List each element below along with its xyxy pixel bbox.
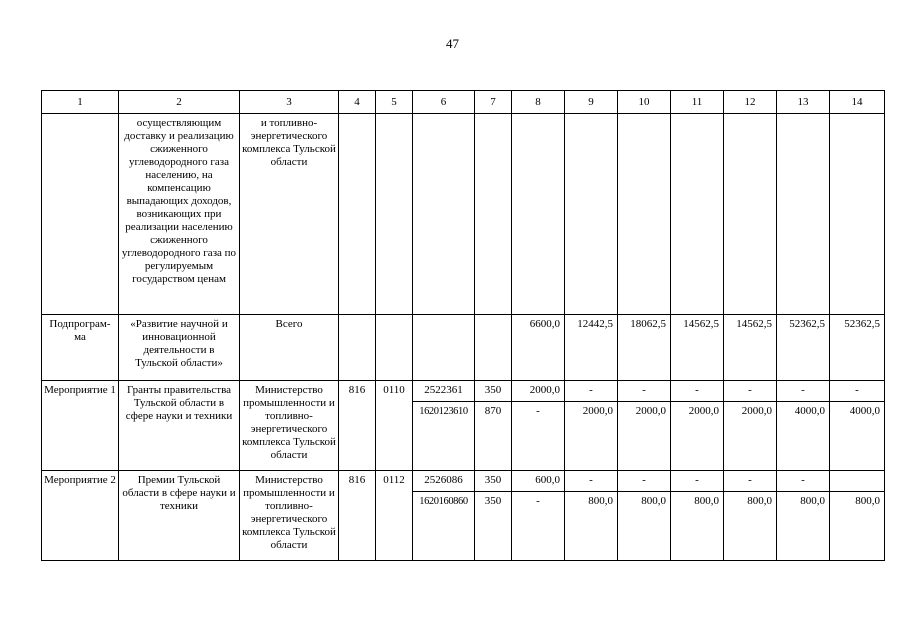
amount-cell: 800,0 bbox=[830, 492, 885, 561]
target-code-cell: 1620123610 bbox=[413, 402, 475, 471]
amount-cell: - bbox=[565, 471, 618, 492]
header-cell: 12 bbox=[724, 91, 777, 114]
target-code-cell: 2526086 bbox=[413, 471, 475, 492]
expense-type-cell: 350 bbox=[475, 471, 512, 492]
type-cell: Мероприятие 2 bbox=[42, 471, 119, 561]
amount-cell: 6600,0 bbox=[512, 315, 565, 381]
table-cell bbox=[413, 114, 475, 315]
amount-cell: - bbox=[512, 492, 565, 561]
amount-cell: 52362,5 bbox=[830, 315, 885, 381]
description-cell: осуществляющим доставку и реализацию сжиженного углеводородного газа населению, на компенсацию выпадающих доходов, возникающих при реализации населению сжиженного углеводородного газа по регулируемым государством ценам bbox=[119, 114, 240, 315]
amount-cell: - bbox=[777, 471, 830, 492]
amount-cell: - bbox=[724, 381, 777, 402]
amount-cell bbox=[830, 471, 885, 492]
amount-cell: 4000,0 bbox=[777, 402, 830, 471]
amount-cell: 2000,0 bbox=[724, 402, 777, 471]
amount-cell: - bbox=[671, 471, 724, 492]
budget-table bbox=[41, 90, 885, 561]
executor-cell: Всего bbox=[240, 315, 339, 381]
expense-type-cell: 870 bbox=[475, 402, 512, 471]
table-cell bbox=[830, 114, 885, 315]
table-cell bbox=[618, 114, 671, 315]
table-cell bbox=[724, 114, 777, 315]
amount-cell: - bbox=[512, 402, 565, 471]
executor-cell: Министерство промышленности и топливно-энергетического комплекса Тульской области bbox=[240, 471, 339, 561]
grbs-cell: 816 bbox=[339, 381, 376, 471]
amount-cell: 4000,0 bbox=[830, 402, 885, 471]
amount-cell: - bbox=[618, 471, 671, 492]
header-cell: 3 bbox=[240, 91, 339, 114]
table-cell bbox=[42, 114, 119, 315]
target-code-cell: 2522361 bbox=[413, 381, 475, 402]
executor-cell: и топливно-энергетического комплекса Тульской области bbox=[240, 114, 339, 315]
table-cell bbox=[671, 114, 724, 315]
grbs-cell: 816 bbox=[339, 471, 376, 561]
header-cell: 7 bbox=[475, 91, 512, 114]
description-cell: Гранты правительства Тульской области в сфере науки и техники bbox=[119, 381, 240, 471]
table-cell bbox=[339, 315, 376, 381]
table-cell bbox=[512, 114, 565, 315]
section-cell: 0112 bbox=[376, 471, 413, 561]
amount-cell: - bbox=[724, 471, 777, 492]
subprogram-row bbox=[42, 315, 885, 381]
continuation-row bbox=[42, 114, 885, 315]
measure-2-row-a bbox=[42, 471, 885, 492]
type-cell: Подпрограм-ма bbox=[42, 315, 119, 381]
header-cell: 4 bbox=[339, 91, 376, 114]
executor-cell: Министерство промышленности и топливно-энергетического комплекса Тульской области bbox=[240, 381, 339, 471]
measure-1-row-a bbox=[42, 381, 885, 402]
page-number: 47 bbox=[446, 36, 459, 51]
header-cell: 6 bbox=[413, 91, 475, 114]
description-cell: Премии Тульской области в сфере науки и техники bbox=[119, 471, 240, 561]
amount-cell: 12442,5 bbox=[565, 315, 618, 381]
amount-cell: - bbox=[565, 381, 618, 402]
amount-cell: 800,0 bbox=[777, 492, 830, 561]
amount-cell: 14562,5 bbox=[724, 315, 777, 381]
table-cell bbox=[475, 114, 512, 315]
amount-cell: 14562,5 bbox=[671, 315, 724, 381]
amount-cell: 2000,0 bbox=[512, 381, 565, 402]
table-cell bbox=[376, 114, 413, 315]
header-cell: 11 bbox=[671, 91, 724, 114]
header-cell: 14 bbox=[830, 91, 885, 114]
header-cell: 9 bbox=[565, 91, 618, 114]
amount-cell: 18062,5 bbox=[618, 315, 671, 381]
expense-type-cell: 350 bbox=[475, 492, 512, 561]
amount-cell: 52362,5 bbox=[777, 315, 830, 381]
table-cell bbox=[376, 315, 413, 381]
header-cell: 10 bbox=[618, 91, 671, 114]
target-code-cell: 1620160860 bbox=[413, 492, 475, 561]
amount-cell: 2000,0 bbox=[671, 402, 724, 471]
table-cell bbox=[565, 114, 618, 315]
amount-cell: - bbox=[777, 381, 830, 402]
table-cell bbox=[339, 114, 376, 315]
amount-cell: - bbox=[671, 381, 724, 402]
amount-cell: 800,0 bbox=[618, 492, 671, 561]
amount-cell: 800,0 bbox=[671, 492, 724, 561]
amount-cell: 600,0 bbox=[512, 471, 565, 492]
type-cell: Мероприятие 1 bbox=[42, 381, 119, 471]
header-cell: 1 bbox=[42, 91, 119, 114]
amount-cell: 2000,0 bbox=[618, 402, 671, 471]
header-cell: 13 bbox=[777, 91, 830, 114]
amount-cell: - bbox=[830, 381, 885, 402]
amount-cell: 800,0 bbox=[565, 492, 618, 561]
amount-cell: 2000,0 bbox=[565, 402, 618, 471]
header-cell: 5 bbox=[376, 91, 413, 114]
header-cell: 2 bbox=[119, 91, 240, 114]
header-cell: 8 bbox=[512, 91, 565, 114]
amount-cell: 800,0 bbox=[724, 492, 777, 561]
expense-type-cell: 350 bbox=[475, 381, 512, 402]
header-row bbox=[42, 91, 885, 114]
section-cell: 0110 bbox=[376, 381, 413, 471]
amount-cell: - bbox=[618, 381, 671, 402]
table-cell bbox=[413, 315, 475, 381]
description-cell: «Развитие научной и инновационной деятельности в Тульской области» bbox=[119, 315, 240, 381]
table-cell bbox=[475, 315, 512, 381]
table-cell bbox=[777, 114, 830, 315]
